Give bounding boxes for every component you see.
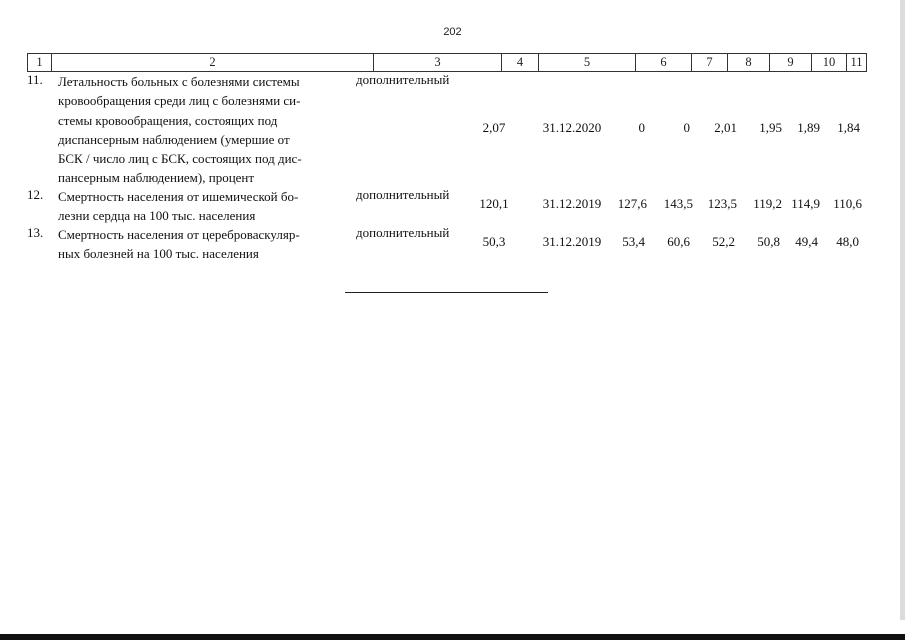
value-cell: 1,95 [759,120,782,135]
base-date: 31.12.2019 [542,196,602,211]
value-cell: 114,9 [791,196,820,211]
column-number: 1 [27,54,51,71]
value-cell: 123,5 [707,196,737,211]
description-line: Смертность населения от ишемической бо- [58,189,299,204]
description-line: пансерным наблюдением), процент [58,170,255,186]
scan-bottom-edge [0,634,905,640]
value-cell: 60,6 [667,234,690,249]
column-number: 2 [51,54,373,71]
base-value: 120,1 [479,196,509,211]
description-line: диспансерным наблюдением (умершие от [58,131,290,147]
column-number: 7 [691,54,727,71]
value-cell: 0 [683,120,690,135]
row-description [58,187,298,226]
table-row [27,187,867,227]
value-cell: 119,2 [753,196,782,211]
description-line: кровообращения среди лиц с болезнями си- [58,93,301,109]
row-number: 11. [27,72,43,87]
value-cell: 143,5 [663,196,693,211]
value-cell: 49,4 [795,234,818,249]
description-line: БСК / число лиц с БСК, состоящих под дис- [58,151,302,167]
value-cell: 48,0 [836,234,859,249]
description-line: Смертность населения от цереброваскуляр- [58,227,300,242]
column-number: 9 [769,54,811,71]
column-number-header [27,53,867,72]
indicator-type: дополнительный [356,72,450,87]
value-cell: 53,4 [622,234,645,249]
indicator-type: дополнительный [356,225,450,240]
column-number: 5 [538,54,635,71]
table-row [27,225,867,265]
base-value: 2,07 [482,120,506,135]
table-row [27,72,867,190]
base-date: 31.12.2020 [542,120,602,135]
column-number: 8 [727,54,769,71]
scan-edge [900,0,905,620]
end-separator-line [345,292,548,293]
indicator-type: дополнительный [356,187,450,202]
value-cell: 110,6 [833,196,862,211]
column-number: 10 [811,54,846,71]
column-number: 3 [373,54,501,71]
row-description [58,225,300,264]
description-line: Летальность больных с болезнями системы [58,74,300,89]
row-number: 13. [27,225,44,240]
value-cell: 1,84 [837,120,860,135]
value-cell: 1,89 [797,120,820,135]
value-cell: 2,01 [714,120,737,135]
column-number: 4 [501,54,538,71]
column-number: 6 [635,54,691,71]
description-line: ных болезней на 100 тыс. населения [58,246,259,262]
row-number: 12. [27,187,44,202]
value-cell: 127,6 [617,196,647,211]
value-cell: 0 [638,120,645,135]
base-value: 50,3 [482,234,506,249]
page-number: 202 [443,26,462,38]
column-number: 11 [846,54,867,71]
description-line: лезни сердца на 100 тыс. населения [58,208,256,224]
value-cell: 52,2 [712,234,735,249]
row-description [58,72,302,188]
description-line: стемы кровообращения, состоящих под [58,112,278,128]
value-cell: 50,8 [757,234,780,249]
base-date: 31.12.2019 [542,234,602,249]
